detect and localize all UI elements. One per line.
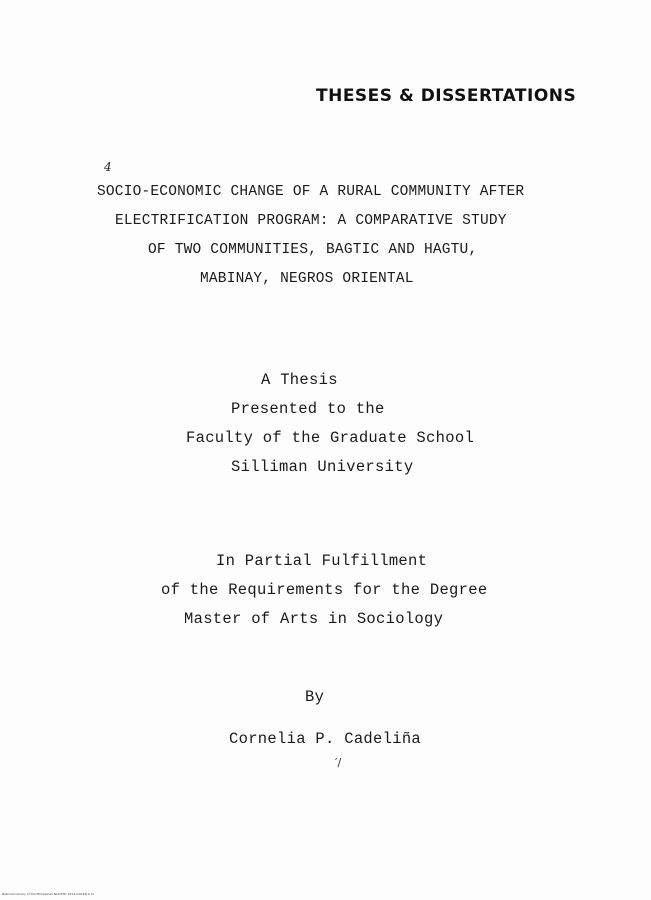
degree-name: Master of Arts in Sociology [184, 610, 444, 628]
title-line-2: ELECTRIFICATION PROGRAM: A COMPARATIVE STUDY [115, 213, 507, 229]
partial-fulfillment: In Partial Fulfillment [216, 552, 428, 570]
author-name: Cornelia P. Cadeliña [229, 730, 422, 748]
name-handwritten-mark: ′/ [335, 756, 342, 769]
by-label: By [305, 688, 325, 706]
presented-to: Presented to the [231, 400, 385, 418]
title-line-1: SOCIO-ECONOMIC CHANGE OF A RURAL COMMUNITY AFTER [97, 184, 525, 200]
margin-handwritten-mark: 4 [104, 160, 112, 174]
faculty-line: Faculty of the Graduate School [186, 429, 475, 447]
footer-scan-label: National Library of the Philippines NLP-RTD 1014-CA049(1) III [2, 892, 94, 896]
university-name: Silliman University [231, 458, 414, 476]
thesis-label: A Thesis [261, 371, 338, 389]
title-line-4: MABINAY, NEGROS ORIENTAL [200, 271, 414, 287]
requirements-line: of the Requirements for the Degree [161, 581, 488, 599]
theses-dissertations-stamp: THESES & DISSERTATIONS [316, 86, 577, 106]
title-line-3: OF TWO COMMUNITIES, BAGTIC AND HAGTU, [148, 242, 478, 258]
